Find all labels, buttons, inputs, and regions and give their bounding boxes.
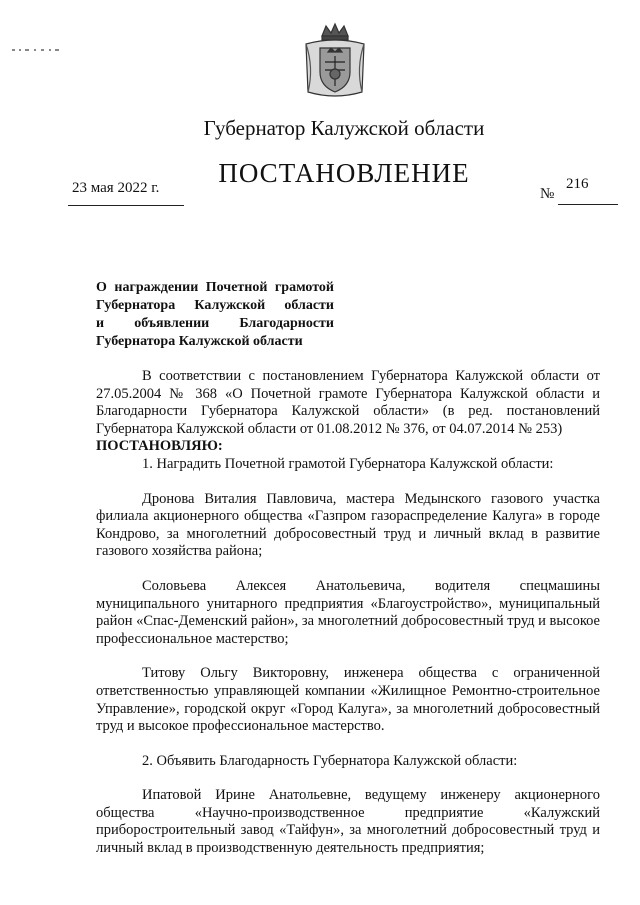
subject-line: и объявлении Благодарности [96, 316, 334, 331]
decree-heading: ПОСТАНОВЛЯЮ: [96, 438, 223, 455]
preamble-paragraph: В соответствии с постановлением Губернатора Калужской области от 27.05.2004 № 368 «О Почетной грамоте Губернатора Калужской области и Благодарности Губернатора Калужской области» (в ред. постановлений Губернатора Калужской области от 01.08.2012 № 376, от 04.07.2014 № 253) [96, 368, 600, 437]
document-number-block [540, 176, 620, 206]
document-body [96, 368, 600, 858]
number-sign: № [540, 186, 555, 202]
coat-of-arms-icon [300, 22, 370, 102]
awardee-paragraph: Дронова Виталия Павловича, мастера Медынского газового участка филиала акционерного общества «Газпром газораспределение Калуга» в городе Кондрово, за многолетний добросовестный труд и личный вклад в развитие газового хозяйства района; [96, 490, 600, 560]
awardee-paragraph: Соловьева Алексея Анатольевича, водителя спецмашины муниципального унитарного предприятия «Благоустройство», муниципальный район «Спас-Деменский район», за многолетний добросовестный труд и высокое профессиональное мастерство; [96, 577, 600, 647]
number-underline [558, 204, 618, 205]
subject-line: Губернатора Калужской области [96, 298, 334, 313]
document-date: 23 мая 2022 г. [72, 180, 160, 196]
date-underline [68, 205, 184, 206]
document-number: 216 [566, 176, 589, 192]
scan-artifact-mark [12, 46, 60, 54]
document-type-title: ПОСТАНОВЛЕНИЕ [218, 158, 470, 188]
issuing-authority: Губернатор Калужской области [203, 116, 485, 140]
subject-line: Губернатора Калужской области [96, 334, 303, 349]
document-subject [96, 279, 334, 351]
awardee-paragraph: Титову Ольгу Викторовну, инженера общества с ограниченной ответственностью управляющей компании «Жилищное Ремонтно-строительное Управление», городской округ «Город Калуга», за многолетний добросовестный труд и высокое профессиональное мастерство. [96, 665, 600, 735]
awardee-paragraph: Ипатовой Ирине Анатольевне, ведущему инженеру акционерного общества «Научно-производственное предприятие «Калужский приборостроительный завод «Тайфун», за многолетний добросовестный труд и личный вклад в производственную деятельность предприятия; [96, 787, 600, 857]
item-1-heading: 1. Наградить Почетной грамотой Губернатора Калужской области: [142, 455, 554, 472]
item-2-heading: 2. Объявить Благодарность Губернатора Калужской области: [142, 752, 518, 769]
subject-line: О награждении Почетной грамотой [96, 280, 334, 295]
